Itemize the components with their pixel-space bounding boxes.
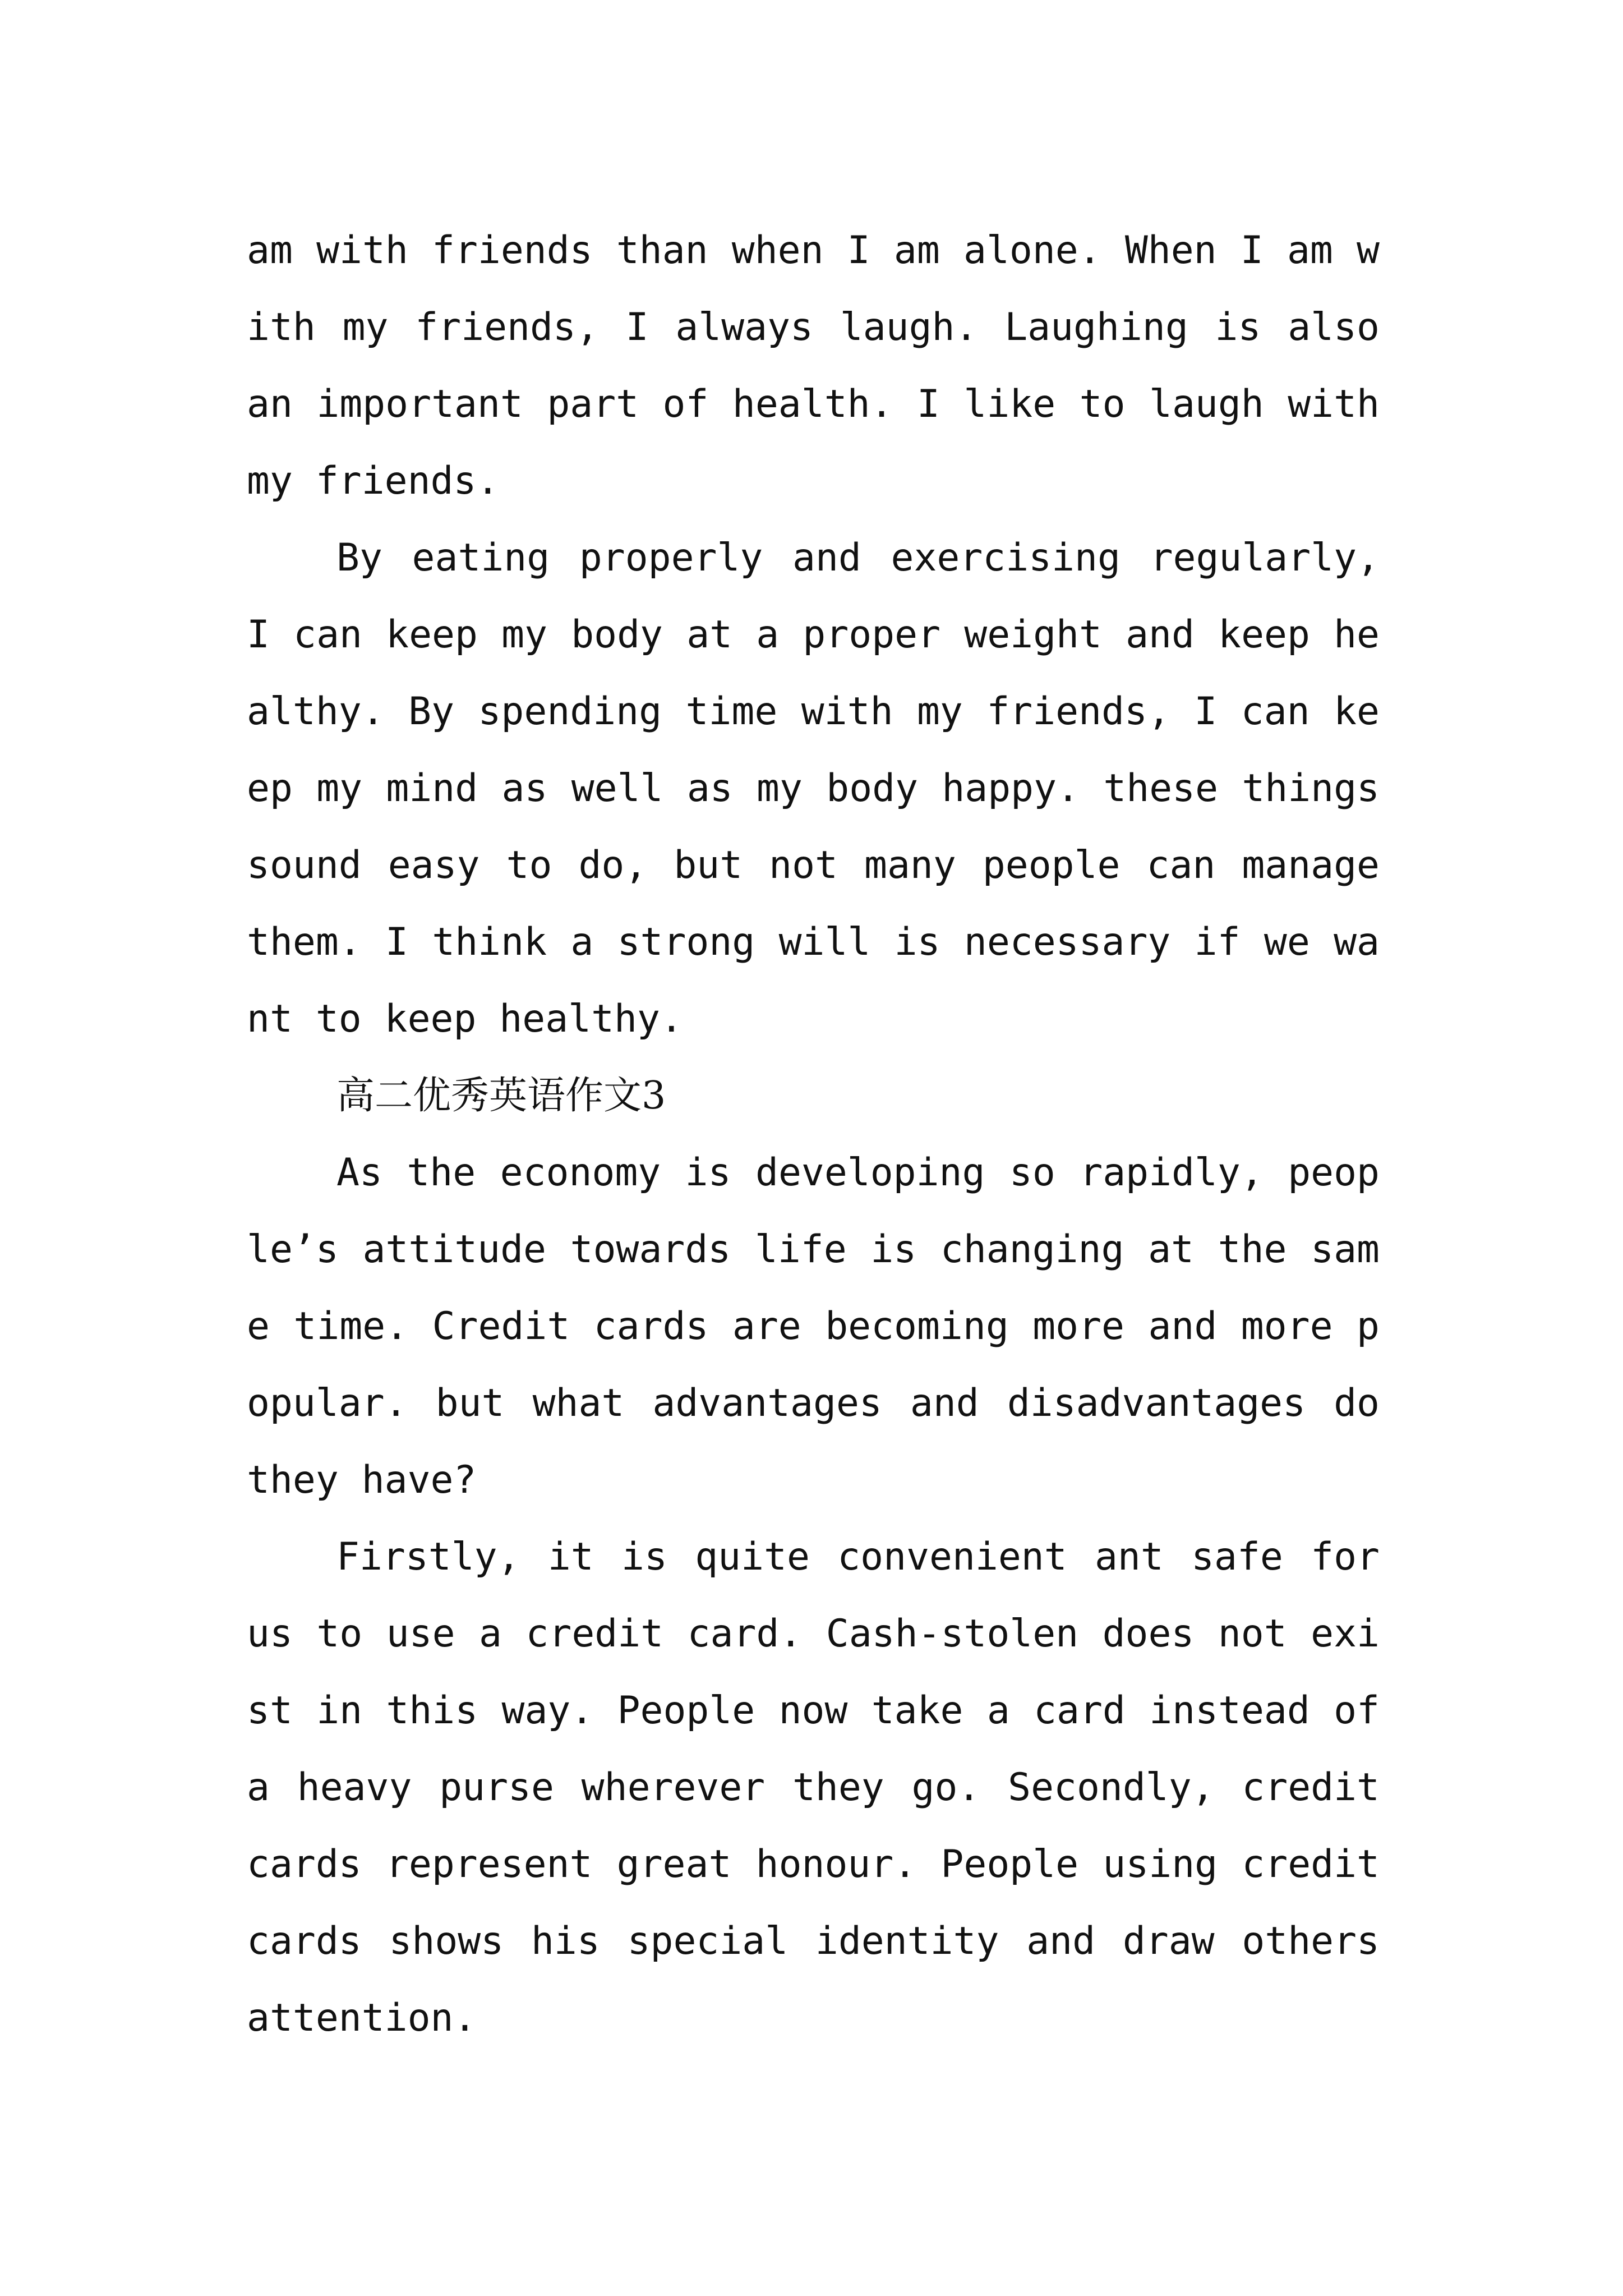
document-body [247,212,1380,2056]
paragraph-friends-laugh: am with friends than when I am alone. When I am with my friends, I always laugh. Laughing is also an important part of health. I like to laugh with my friends. [247,228,1380,503]
essay-heading: 高二优秀英语作文3 [336,1074,666,1118]
paragraph-keep-healthy: By eating properly and exercising regularly, I can keep my body at a proper weight and keep healthy. By spending time with my friends, I can keep my mind as well as my body happy. these things sound easy to do, but not many people can manage them. I think a strong will is necessary if we want to keep healthy. [247,536,1380,1041]
paragraph-credit-cards-advantages: Firstly, it is quite convenient ant safe for us to use a credit card. Cash-stolen does not exist in this way. People now take a card instead of a heavy purse wherever they go. Secondly, credit cards represent great honour. People using credit cards shows his special identity and draw others attention. [247,1535,1380,2040]
paragraph-credit-cards-intro: As the economy is developing so rapidly, people’s attitude towards life is changing at the same time. Credit cards are becoming more and more popular. but what advantages and disadvantages do they have? [247,1151,1380,1502]
